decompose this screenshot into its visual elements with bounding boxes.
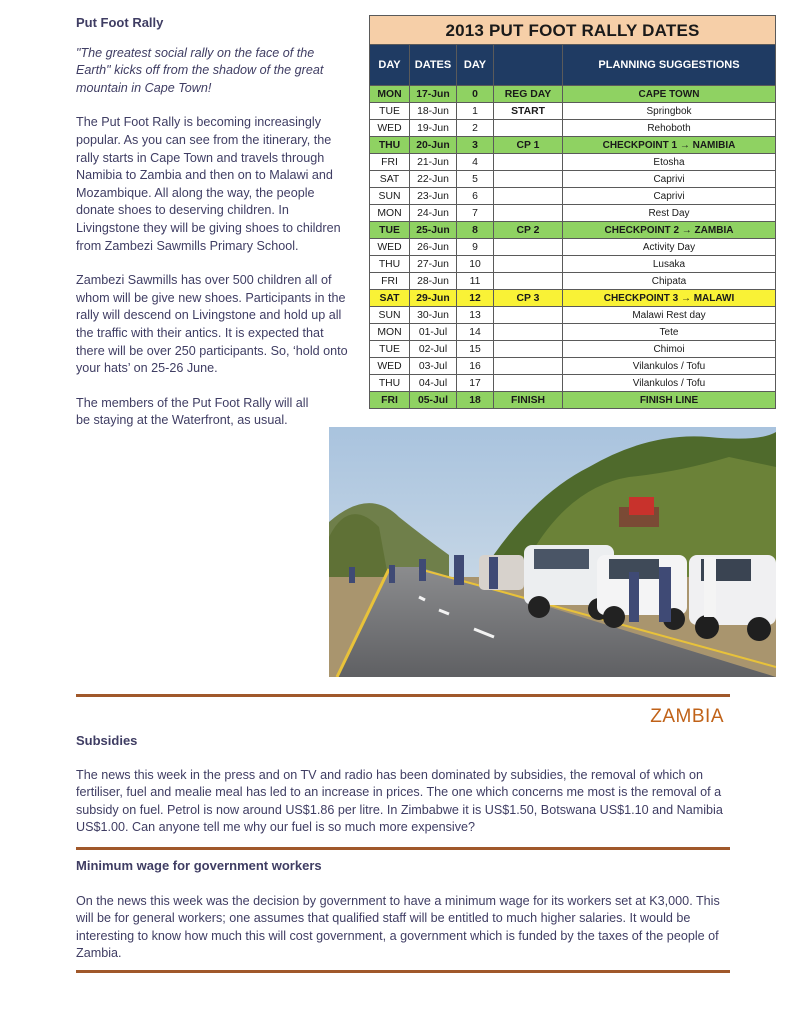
- cell-date: 24-Jun: [410, 205, 457, 222]
- cell-date: 04-Jul: [410, 375, 457, 392]
- table-row: [370, 154, 776, 171]
- cell-date: 03-Jul: [410, 358, 457, 375]
- cell-day: TUE: [370, 341, 410, 358]
- section-divider-bottom: [76, 970, 730, 973]
- cell-date: 05-Jul: [410, 392, 457, 409]
- cell-date: 20-Jun: [410, 137, 457, 154]
- cell-day: MON: [370, 205, 410, 222]
- cell-tag: [494, 171, 563, 188]
- rally-road-photo: [329, 427, 776, 677]
- table-row: [370, 86, 776, 103]
- cell-date: 22-Jun: [410, 171, 457, 188]
- cell-tag: [494, 239, 563, 256]
- cell-tag: FINISH: [494, 392, 563, 409]
- cell-day: SAT: [370, 171, 410, 188]
- table-body: [370, 86, 776, 409]
- cell-tag: [494, 358, 563, 375]
- cell-day-number: 10: [457, 256, 494, 273]
- cell-date: 02-Jul: [410, 341, 457, 358]
- cell-date: 23-Jun: [410, 188, 457, 205]
- cell-day: WED: [370, 358, 410, 375]
- cell-plan: Tete: [563, 324, 776, 341]
- article-quote: "The greatest social rally on the face of the Earth" kicks off from the shadow of the great mountain in Cape Town!: [76, 45, 324, 95]
- header-day-number: DAY: [457, 45, 494, 86]
- cell-day: THU: [370, 256, 410, 273]
- cell-date: 21-Jun: [410, 154, 457, 171]
- table-row: [370, 171, 776, 188]
- table-row: [370, 375, 776, 392]
- cell-day: TUE: [370, 222, 410, 239]
- cell-date: 01-Jul: [410, 324, 457, 341]
- table-row: [370, 324, 776, 341]
- subsidies-title: Subsidies: [76, 733, 138, 748]
- section-divider-top: [76, 694, 730, 697]
- cell-day: SUN: [370, 307, 410, 324]
- cell-tag: [494, 273, 563, 290]
- cell-date: 30-Jun: [410, 307, 457, 324]
- cell-day: FRI: [370, 154, 410, 171]
- cell-day-number: 17: [457, 375, 494, 392]
- rally-article: [76, 14, 352, 447]
- cell-plan: Activity Day: [563, 239, 776, 256]
- cell-day: FRI: [370, 273, 410, 290]
- cell-tag: [494, 307, 563, 324]
- cell-day-number: 0: [457, 86, 494, 103]
- cell-day-number: 3: [457, 137, 494, 154]
- cell-day: SAT: [370, 290, 410, 307]
- cell-day: MON: [370, 324, 410, 341]
- article-title: Put Foot Rally: [76, 15, 164, 30]
- cell-day-number: 2: [457, 120, 494, 137]
- table-row: [370, 239, 776, 256]
- cell-plan: Etosha: [563, 154, 776, 171]
- minimum-wage-body: On the news this week was the decision by government to have a minimum wage for its workers set at K3,000. This will be for general workers; one assumes that qualified staff will be entitled to much higher salaries. It would be interesting to know how much this will cost government, a government which is funded by the taxes of the people of Zambia.: [76, 894, 720, 961]
- cell-day: WED: [370, 239, 410, 256]
- table-row: [370, 222, 776, 239]
- cell-date: 25-Jun: [410, 222, 457, 239]
- table-row: [370, 120, 776, 137]
- cell-tag: [494, 205, 563, 222]
- table-title: 2013 PUT FOOT RALLY DATES: [370, 16, 776, 45]
- cell-day-number: 7: [457, 205, 494, 222]
- table-row: [370, 273, 776, 290]
- cell-plan: Malawi Rest day: [563, 307, 776, 324]
- cell-day-number: 12: [457, 290, 494, 307]
- table-row: [370, 188, 776, 205]
- cell-day-number: 1: [457, 103, 494, 120]
- table-row: [370, 290, 776, 307]
- cell-day-number: 11: [457, 273, 494, 290]
- cell-date: 19-Jun: [410, 120, 457, 137]
- cell-date: 17-Jun: [410, 86, 457, 103]
- table-row: [370, 256, 776, 273]
- table-row: [370, 358, 776, 375]
- cell-tag: [494, 154, 563, 171]
- header-planning-suggestions: PLANNING SUGGESTIONS: [563, 45, 776, 86]
- article-paragraph-2: Zambezi Sawmills has over 500 children all of whom will be give new shoes. Participants in the rally will descend on Livingstone and hold up all the traffic with their antics. It is expected that there will be over 250 participants. So, ‘hold onto your hats’ on 25-26 June.: [76, 273, 348, 376]
- cell-day-number: 8: [457, 222, 494, 239]
- minimum-wage-title: Minimum wage for government workers: [76, 858, 322, 873]
- article-paragraph-1: The Put Foot Rally is becoming increasingly popular. As you can see from the itinerary, the rally starts in Cape Town and travels through Namibia to Zambia and then on to Malawi and Mozambique. All along the way, the people donate shoes to deserving children. In Livingstone they will be giving shoes to children from Zambezi Sawmills Primary School.: [76, 115, 341, 253]
- cell-tag: REG DAY: [494, 86, 563, 103]
- cell-date: 27-Jun: [410, 256, 457, 273]
- cell-tag: START: [494, 103, 563, 120]
- cell-tag: [494, 375, 563, 392]
- cell-plan: CAPE TOWN: [563, 86, 776, 103]
- article-paragraph-3: The members of the Put Foot Rally will all be staying at the Waterfront, as usual.: [76, 395, 309, 428]
- cell-tag: [494, 256, 563, 273]
- cell-plan: Caprivi: [563, 188, 776, 205]
- cell-tag: [494, 341, 563, 358]
- cell-day: WED: [370, 120, 410, 137]
- header-tag: [494, 45, 563, 86]
- cell-day-number: 15: [457, 341, 494, 358]
- cell-plan: Rest Day: [563, 205, 776, 222]
- cell-plan: Rehoboth: [563, 120, 776, 137]
- table-row: [370, 103, 776, 120]
- table-row: [370, 307, 776, 324]
- cell-tag: [494, 120, 563, 137]
- cell-day-number: 14: [457, 324, 494, 341]
- rally-dates-table: [369, 15, 776, 409]
- cell-day-number: 9: [457, 239, 494, 256]
- cell-day: THU: [370, 137, 410, 154]
- table-row: [370, 137, 776, 154]
- table-row: [370, 205, 776, 222]
- cell-day-number: 16: [457, 358, 494, 375]
- cell-date: 29-Jun: [410, 290, 457, 307]
- cell-plan: Springbok: [563, 103, 776, 120]
- table-row: [370, 341, 776, 358]
- cell-day: TUE: [370, 103, 410, 120]
- cell-plan: CHECKPOINT 2 → ZAMBIA: [563, 222, 776, 239]
- cell-plan: Chipata: [563, 273, 776, 290]
- cell-tag: CP 2: [494, 222, 563, 239]
- cell-day: SUN: [370, 188, 410, 205]
- cell-date: 26-Jun: [410, 239, 457, 256]
- cell-plan: Chimoi: [563, 341, 776, 358]
- section-divider-middle: [76, 847, 730, 850]
- cell-day-number: 18: [457, 392, 494, 409]
- cell-day-number: 4: [457, 154, 494, 171]
- cell-date: 18-Jun: [410, 103, 457, 120]
- cell-day: FRI: [370, 392, 410, 409]
- cell-tag: [494, 324, 563, 341]
- cell-plan: Vilankulos / Tofu: [563, 375, 776, 392]
- cell-plan: Caprivi: [563, 171, 776, 188]
- cell-day: MON: [370, 86, 410, 103]
- cell-plan: CHECKPOINT 1 → NAMIBIA: [563, 137, 776, 154]
- cell-plan: Vilankulos / Tofu: [563, 358, 776, 375]
- cell-tag: [494, 188, 563, 205]
- table-header-row: [370, 45, 776, 86]
- zambia-heading: ZAMBIA: [650, 706, 724, 727]
- cell-day: THU: [370, 375, 410, 392]
- cell-tag: CP 1: [494, 137, 563, 154]
- cell-day-number: 13: [457, 307, 494, 324]
- header-day: DAY: [370, 45, 410, 86]
- cell-plan: FINISH LINE: [563, 392, 776, 409]
- subsidies-body: The news this week in the press and on TV and radio has been dominated by subsidies, the removal of which on fertiliser, fuel and mealie meal has led to an increase in prices. The one which concerns me most is the removal of a subsidy on fuel. Petrol is now around US$1.86 per litre. In Zimbabwe it is US$1.50, Botswana US$1.10 and Namibia US$1.00. Can anyone tell me why our fuel is so much more expensive?: [76, 768, 723, 835]
- cell-day-number: 6: [457, 188, 494, 205]
- header-dates: DATES: [410, 45, 457, 86]
- cell-plan: CHECKPOINT 3 → MALAWI: [563, 290, 776, 307]
- cell-tag: CP 3: [494, 290, 563, 307]
- cell-plan: Lusaka: [563, 256, 776, 273]
- cell-day-number: 5: [457, 171, 494, 188]
- table-row: [370, 392, 776, 409]
- cell-date: 28-Jun: [410, 273, 457, 290]
